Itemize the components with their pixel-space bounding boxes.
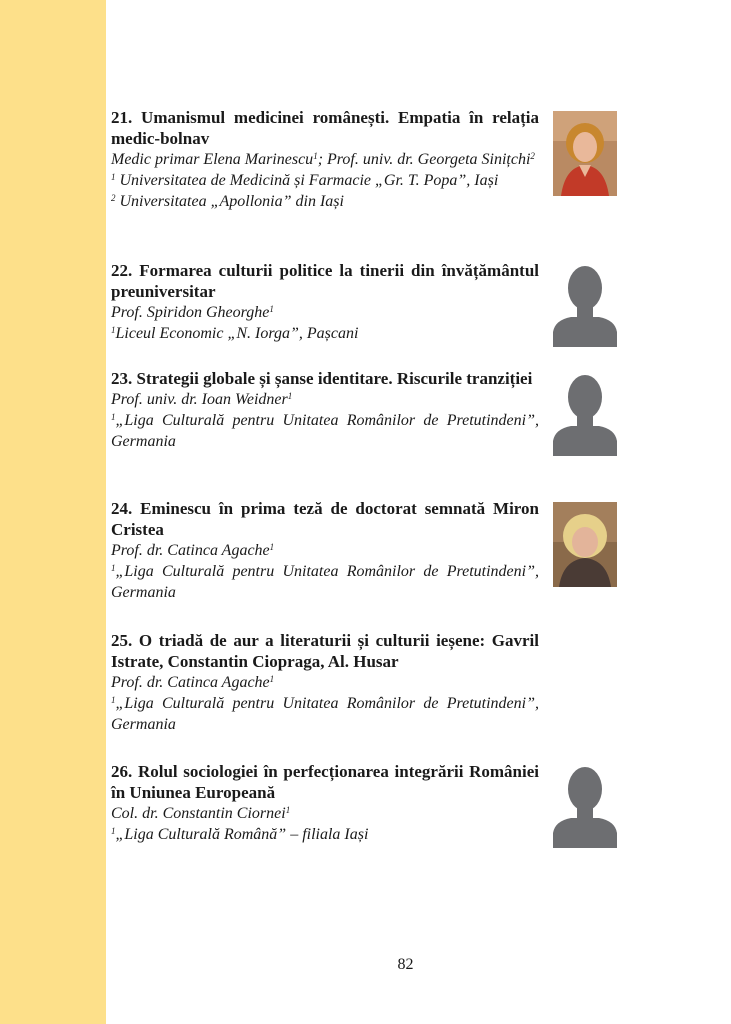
footnote-marker: 1: [111, 563, 116, 573]
affiliation-text: „Liga Culturală pentru Unitatea Românilor de Pretutindeni”, Germania: [111, 563, 539, 601]
entry-title-text: Eminescu în prima teză de doctorat semnată Miron Cristea: [111, 499, 540, 539]
entry-authors: [111, 803, 539, 824]
placeholder-silhouette-icon: [553, 262, 617, 347]
placeholder-silhouette-icon: [553, 763, 617, 848]
entry-title-text: Rolul sociologiei în perfecționarea integrării României în Uniunea Europeană: [111, 762, 540, 802]
entry-authors: [111, 540, 539, 561]
author-name: Prof. univ. dr. Ioan Weidner: [111, 391, 288, 408]
entry-number: 22.: [111, 261, 133, 280]
author-name: Prof. dr. Catinca Agache: [111, 542, 270, 559]
entry-23: [111, 368, 539, 452]
footnote-marker: 1: [269, 674, 275, 684]
entry-authors: [111, 302, 539, 323]
entry-title-text: Umanismul medicinei românești. Empatia în relația medic-bolnav: [111, 108, 539, 148]
entry-affiliation: [111, 323, 539, 344]
affiliation-text: „Liga Culturală pentru Unitatea Românilor de Pretutindeni”, Germania: [111, 695, 539, 733]
author-portrait-photo: [553, 111, 617, 196]
footnote-marker: 1: [111, 826, 116, 836]
entry-affiliation: [111, 824, 539, 845]
entry-affiliation: [111, 191, 539, 212]
footnote-marker: 1: [111, 412, 116, 422]
placeholder-silhouette-icon: [553, 371, 617, 456]
author-name: Col. dr. Constantin Ciornei: [111, 805, 286, 822]
entry-affiliation: [111, 170, 539, 191]
author-name: ; Prof. univ. dr. Georgeta Sinițchi: [317, 151, 531, 168]
entry-number: 24.: [111, 499, 133, 518]
footnote-marker: 1: [269, 542, 275, 552]
footnote-marker: 1: [111, 172, 116, 182]
entry-title: [111, 761, 539, 803]
affiliation-text: Universitatea „Apollonia” din Iași: [115, 193, 344, 210]
footnote-marker: 1: [111, 325, 116, 335]
affiliation-text: „Liga Culturală pentru Unitatea Românilor de Pretutindeni”, Germania: [111, 412, 539, 450]
entry-24: [111, 498, 539, 603]
entry-authors: [111, 149, 539, 170]
entry-title: [111, 368, 539, 389]
entry-number: 26.: [111, 762, 133, 781]
entry-21: [111, 107, 539, 212]
entry-number: 25.: [111, 631, 133, 650]
side-color-band: [0, 0, 106, 1024]
entry-number: 23.: [111, 369, 133, 388]
entry-title: [111, 107, 539, 149]
entry-number: 21.: [111, 108, 133, 127]
entry-title: [111, 630, 539, 672]
author-name: Prof. dr. Catinca Agache: [111, 674, 270, 691]
entry-22: [111, 260, 539, 344]
entry-affiliation: [111, 561, 539, 603]
author-name: Prof. Spiridon Gheorghe: [111, 304, 270, 321]
footnote-marker: 2: [530, 151, 535, 161]
footnote-marker: 1: [313, 151, 318, 161]
entry-affiliation: [111, 693, 539, 735]
entry-title: [111, 260, 539, 302]
footnote-marker: 1: [111, 695, 116, 705]
affiliation-text: „Liga Culturală Română” – filiala Iași: [115, 826, 369, 843]
entry-title: [111, 498, 539, 540]
entry-title-text: Formarea culturii politice la tinerii din învățământul preuniversitar: [111, 261, 540, 301]
affiliation-text: Liceul Economic „N. Iorga”, Pașcani: [115, 325, 359, 342]
author-name: Medic primar Elena Marinescu: [111, 151, 314, 168]
entry-authors: [111, 389, 539, 410]
footnote-marker: 1: [285, 805, 291, 815]
entry-title-text: Strategii globale și șanse identitare. Riscurile tranziției: [136, 369, 533, 388]
entry-authors: [111, 672, 539, 693]
page-number: 82: [397, 956, 414, 973]
entry-title-text: O triadă de aur a literaturii și culturii ieșene: Gavril Istrate, Constantin Ciopraga, Al. Husar: [111, 631, 539, 671]
footnote-marker: 1: [269, 304, 274, 314]
author-portrait-photo: [553, 502, 617, 587]
footnote-marker: 1: [287, 391, 293, 401]
affiliation-text: Universitatea de Medicină și Farmacie „Gr. T. Popa”, Iași: [115, 172, 499, 189]
entry-affiliation: [111, 410, 539, 452]
footnote-marker: 2: [111, 193, 116, 203]
entry-26: [111, 761, 539, 845]
entry-25: [111, 630, 539, 735]
